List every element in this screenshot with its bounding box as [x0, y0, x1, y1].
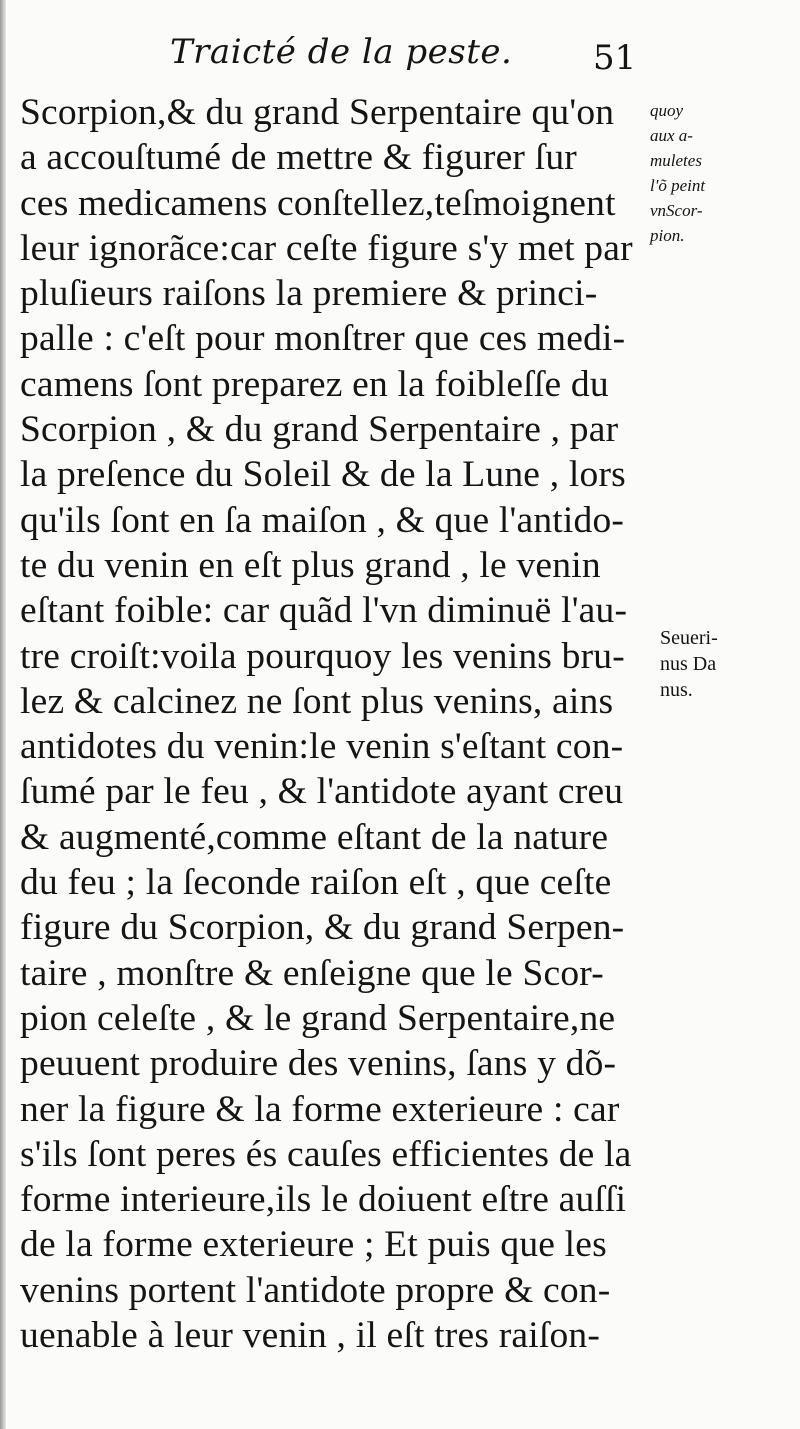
margin-note-amulets [650, 98, 705, 248]
text-line: pion celeſte , & le grand Serpentaire,ne [20, 997, 616, 1039]
margin-note-line: muletes [650, 151, 702, 170]
text-line: du feu ; la ſeconde raiſon eſt , que ceſte [20, 862, 612, 904]
main-text-block [20, 90, 650, 1358]
margin-note-line: quoy [650, 101, 684, 120]
text-line: uenable à leur venin , il eſt tres raiſon- [20, 1315, 601, 1357]
text-line: ces medicamens conſtellez,teſmoignent [20, 182, 616, 224]
text-line: forme interieure,ils le doiuent eſtre auſſi [20, 1179, 627, 1221]
margin-note-line: Seueri- [660, 627, 718, 649]
margin-note-line: nus Da [660, 653, 717, 675]
text-line: figure du Scorpion, & du grand Serpen- [20, 907, 625, 949]
running-title: Traicté de la peste. [170, 32, 513, 72]
text-line: palle : c'eſt pour monſtrer que ces medi- [20, 318, 626, 360]
text-line: lez & calcinez ne ſont plus venins, ains [20, 680, 614, 722]
text-line: te du venin en eſt plus grand , le venin [20, 544, 601, 586]
text-line: leur ignorãce:car ceſte figure s'y met par [20, 227, 633, 269]
text-line: la preſence du Soleil & de la Lune , lors [20, 454, 626, 496]
page-number: 51 [593, 38, 637, 78]
text-line: peuuent produire des venins, ſans y dõ- [20, 1043, 617, 1085]
binding-shadow [0, 0, 6, 1429]
text-line: pluſieurs raiſons la premiere & princi- [20, 273, 598, 315]
margin-note-line: aux a- [650, 126, 693, 145]
text-line: Scorpion,& du grand Serpentaire qu'on [20, 92, 615, 133]
text-line: s'ils ſont peres és cauſes efficientes de la [20, 1133, 632, 1175]
text-line: ſumé par le feu , & l'antidote ayant creu [20, 771, 624, 813]
text-line: eſtant foible: car quãd l'vn diminuë l'au- [20, 590, 628, 632]
text-line: camens ſont preparez en la foibleſſe du [20, 363, 609, 405]
margin-note-line: l'õ peint [650, 176, 706, 195]
text-line: venins portent l'antidote propre & con- [20, 1269, 611, 1311]
text-line: de la forme exterieure ; Et puis que les [20, 1224, 607, 1266]
text-line: qu'ils ſont en ſa maiſon , & que l'antido- [20, 499, 625, 541]
text-line: antidotes du venin:le venin s'eſtant con- [20, 726, 624, 768]
margin-note-severinus [660, 625, 718, 703]
text-line: Scorpion , & du grand Serpentaire , par [20, 409, 619, 451]
text-line: & augmenté,comme eſtant de la nature [20, 816, 609, 858]
margin-note-line: vnScor- [650, 201, 703, 220]
text-line: taire , monſtre & enſeigne que le Scor- [20, 952, 604, 994]
text-line: tre croiſt:voila pourquoy les venins bru- [20, 635, 625, 677]
text-line: a accouſtumé de mettre & figurer ſur [20, 137, 577, 179]
margin-note-line: nus. [660, 679, 693, 701]
text-line: ner la figure & la forme exterieure : car [20, 1088, 620, 1130]
margin-note-line: pion. [650, 226, 685, 245]
